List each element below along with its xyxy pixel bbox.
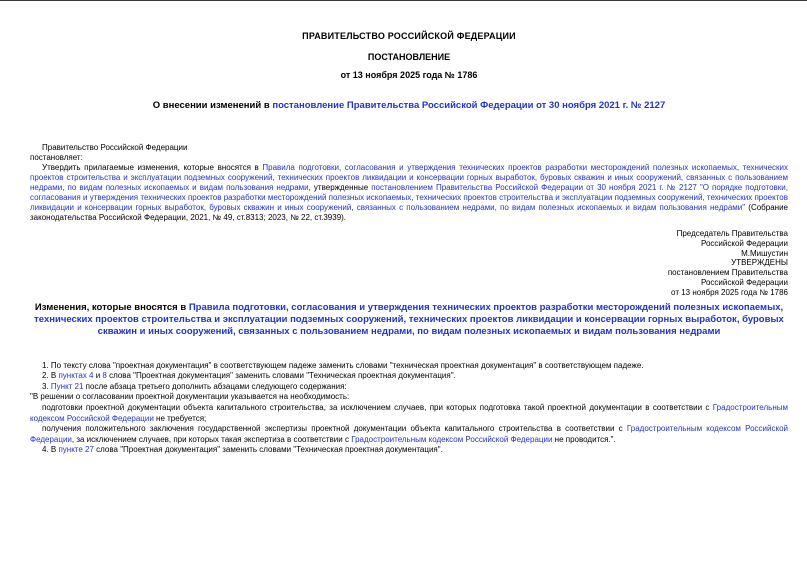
- decree-paragraph: [30, 163, 788, 223]
- approval-stamp-country: Российской Федерации: [701, 277, 788, 287]
- text-segment: не проводится.".: [552, 434, 616, 444]
- document-link[interactable]: Правила подготовки, согласования и утверждения технических проектов разработки месторождений полезных ископаемых, технических проектов строительства и эксплуатации подземных сооружений, технических проектов ликвидации и консервации горных выработок, буровых скважин и иных сооружений, связанных с пользованием недрами, по видам полезных ископаемых и видам пользования недрами: [30, 163, 788, 192]
- text-segment: 4. В: [42, 445, 59, 455]
- text-segment: "В решении о согласовании проектной документации указывается на необходимость:: [30, 392, 350, 402]
- amendment-item-3: [30, 382, 788, 393]
- text-segment: слова "Проектная документация" заменить словами "Техническая проектная документация".: [106, 371, 456, 381]
- signature-line-title: Председатель Правительства: [676, 229, 788, 238]
- document-body: [0, 1, 807, 456]
- text-segment: (Собрание законодательства Российской Федерации, 2021, № 49, ст.8313; 2023, № 22, ст.3939).: [30, 203, 788, 222]
- document-link[interactable]: Градостроительным кодексом Российской Федерации: [30, 424, 788, 444]
- header-subject: [30, 100, 788, 112]
- text-segment: 1. По тексту слова "проектная документация" в соответствующем падеже заменить словами "техническая проектная документация" в соответствующем падеже.: [42, 360, 644, 370]
- text-segment: 2. В: [42, 371, 59, 381]
- text-segment: и: [93, 371, 103, 381]
- text-segment: , за исключением случаев, при которых такая экспертиза в соответствии с: [71, 434, 352, 444]
- text-segment: 3.: [42, 381, 51, 391]
- header-date-number: от 13 ноября 2025 года № 1786: [340, 70, 478, 80]
- header-org: ПРАВИТЕЛЬСТВО РОССИЙСКОЙ ФЕДЕРАЦИИ: [302, 31, 516, 41]
- approval-stamp-label: УТВЕРЖДЕНЫ: [731, 258, 788, 268]
- approval-stamp-date-number: от 13 ноября 2025 года № 1786: [671, 287, 788, 297]
- amendment-quote-intro: [30, 392, 788, 403]
- amendments-list: [30, 361, 788, 456]
- document-link[interactable]: постановление Правительства Российской Федерации от 30 ноября 2021 г. № 2127: [272, 100, 666, 111]
- document-link[interactable]: 8: [102, 371, 107, 381]
- amendment-item-2: [30, 371, 788, 382]
- document-link[interactable]: Градостроительным кодексом Российской Федерации: [30, 402, 788, 423]
- text-segment: не требуется;: [153, 413, 207, 423]
- text-segment: , утвержденные: [308, 183, 372, 192]
- amendments-heading: [30, 302, 788, 338]
- text-segment: подготовки проектной документации объекта капитального строительства, за исключением случаев, при которых подготовка такой проектной документации в соответствии с: [42, 402, 713, 412]
- text-segment: слова "Проектная документация" заменить словами "Техническая проектная документация".: [93, 445, 443, 455]
- preamble-line-issuer: Правительство Российской Федерации: [42, 143, 188, 152]
- amendment-item-1: [30, 361, 788, 372]
- document-link[interactable]: пункте 27: [58, 445, 94, 455]
- signature-line-country: Российской Федерации: [701, 238, 788, 248]
- document-link[interactable]: Пункт 21: [50, 381, 84, 391]
- approval-stamp-by: постановлением Правительства: [667, 268, 788, 278]
- signature-block: [30, 229, 788, 298]
- text-segment: после абзаца третьего дополнить абзацами следующего содержания:: [83, 381, 347, 391]
- text-segment: Утвердить прилагаемые изменения, которые вносятся в: [42, 163, 263, 172]
- document-link[interactable]: пунктах 4: [58, 371, 94, 381]
- amendment-quote-paragraph-2: [30, 424, 788, 445]
- document-link[interactable]: постановлением Правительства Российской Федерации от 30 ноября 2021 г. № 2127 "О порядке подготовки, согласования и утверждения технических проектов разработки месторождений полезных ископаемых, технических проектов строительства и эксплуатации подземных сооружений, технических проектов ликвидации и консервации горных выработок, буровых скважин и иных сооружений, связанных с пользованием недрами, по видам полезных ископаемых и видам пользования недрами": [30, 183, 788, 212]
- document-link[interactable]: Градостроительным кодексом Российской Федерации: [351, 434, 553, 444]
- text-segment: получения положительного заключения государственной экспертизы проектной документации объекта капитального строительства в соответствии с: [42, 424, 627, 434]
- text-segment: Изменения, которые вносятся в: [34, 301, 189, 313]
- amendment-quote-paragraph-1: [30, 403, 788, 424]
- signature-line-name: М.Мишустин: [741, 248, 788, 258]
- header-doc-type: ПОСТАНОВЛЕНИЕ: [367, 52, 451, 62]
- amendment-item-4: [30, 445, 788, 456]
- preamble-line-decrees: постановляет:: [30, 153, 83, 162]
- document-link[interactable]: Правила подготовки, согласования и утверждения технических проектов разработки месторождений полезных ископаемых, технических проектов строительства и эксплуатации подземных сооружений, технических проектов ликвидации и консервации горных выработок, буровых скважин и иных сооружений, связанных с пользованием недрами, по видам полезных ископаемых и видам пользования недрами: [34, 301, 784, 337]
- text-segment: О внесении изменений в: [152, 100, 273, 111]
